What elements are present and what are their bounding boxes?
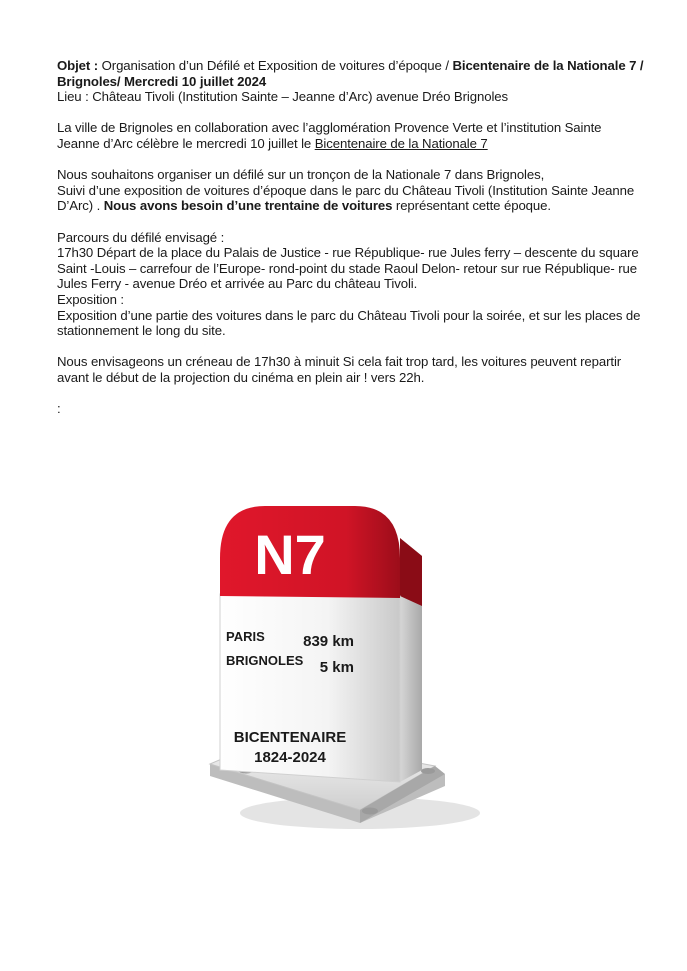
defile-text: Suivi d’une exposition de voitures d’époque dans le parc du Château Tivoli (Institution Sainte Jeanne D’Arc) . (57, 182, 635, 214)
dest1-distance: 839 km (303, 633, 354, 650)
bolt-icon (362, 808, 378, 815)
letter-body (57, 58, 647, 417)
intro-text: La ville de Brignoles en collaboration avec l’agglomération Provence Verte et l’institution Sainte Jeanne d’Arc célèbre le mercredi 10 juillet le (57, 120, 602, 151)
n7-milestone-image (190, 498, 480, 848)
defile-line: Nous souhaitons organiser un défilé sur un tronçon de la Nationale 7 dans Brignoles, (57, 167, 545, 183)
dest2-distance: 5 km (319, 659, 354, 676)
parcours-text: 17h30 Départ de la place du Palais de Justice - rue République- rue Jules ferry – descente du square Saint -Louis – carrefour de l’Europe- rond-point du stade Raoul Delon- retour sur rue République- rue Jules Ferry - avenue Dréo et arrivée au Parc du château Tivoli. (57, 245, 639, 292)
intro-underlined: Bicentenaire de la Nationale 7 (314, 135, 488, 151)
dest2-name: BRIGNOLES (226, 653, 304, 668)
years-label: 1824-2024 (254, 749, 326, 766)
objet-line (57, 58, 647, 89)
defile-bold: Nous avons besoin d’une trentaine de voitures (103, 198, 393, 214)
objet-label: Objet : (57, 58, 99, 73)
cap-side (400, 538, 422, 606)
dest1-name: PARIS (226, 629, 265, 644)
objet-bold: Bicentenaire de la Nationale 7 / Brignoles/ Mercredi 10 juillet 2024 (57, 58, 644, 89)
road-number: N7 (254, 523, 326, 586)
defile-tail: représentant cette époque. (392, 198, 551, 214)
objet-text: Organisation d’un Défilé et Exposition de voitures d’époque / (98, 58, 453, 73)
intro-paragraph (57, 120, 647, 151)
lieu-line: Lieu : Château Tivoli (Institution Sainte – Jeanne d’Arc) avenue Dréo Brignoles (57, 89, 508, 105)
bolt-icon (421, 768, 435, 774)
bicentenaire-label: BICENTENAIRE (233, 729, 347, 746)
parcours-heading: Parcours du défilé envisagé : (57, 229, 225, 245)
colon-mark: : (57, 401, 61, 417)
defile-paragraph (57, 183, 647, 214)
exposition-heading: Exposition : (57, 291, 124, 307)
exposition-text: Exposition d’une partie des voitures dans le parc du Château Tivoli pour la soirée, et sur les places de stationnement le long du site. (57, 307, 641, 339)
creneau-text: Nous envisageons un créneau de 17h30 à minuit Si cela fait trop tard, les voitures peuvent repartir avant le début de la projection du cinéma en plein air ! vers 22h. (57, 354, 622, 385)
